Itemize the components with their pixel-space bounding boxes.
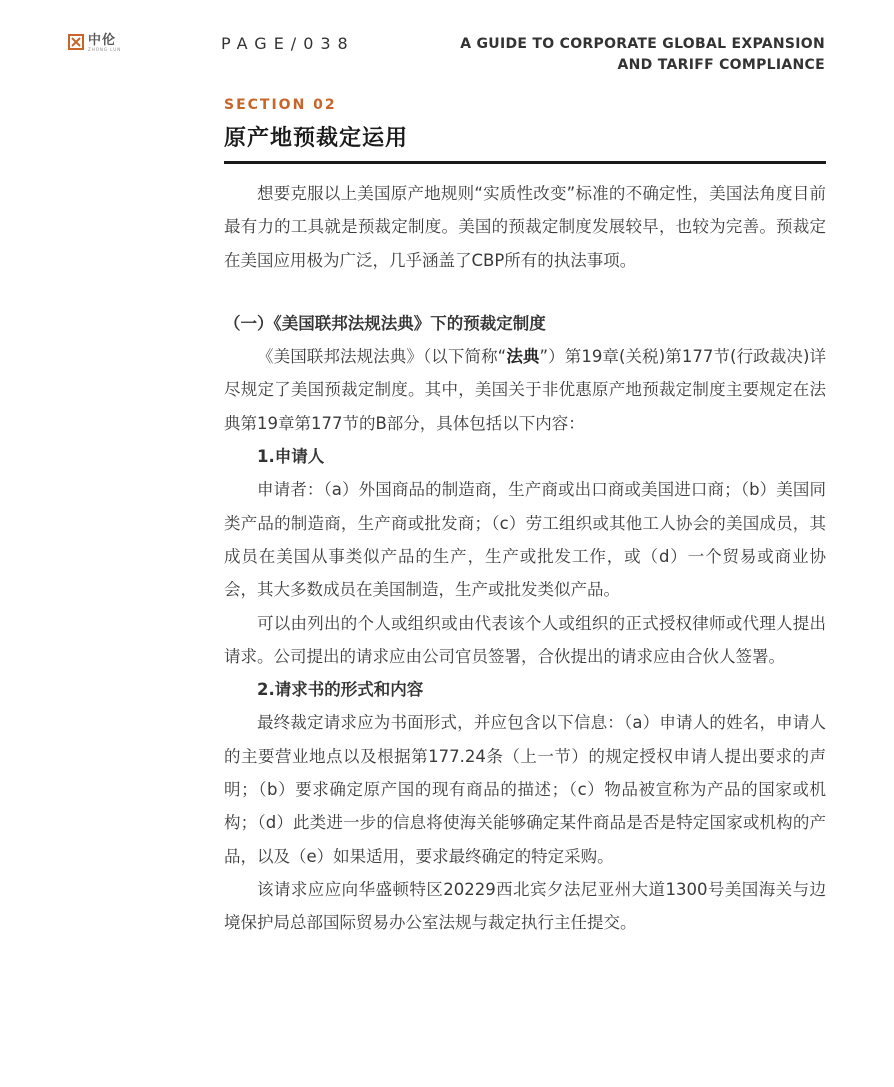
logo-icon — [68, 34, 84, 50]
logo-name: 中伦 — [88, 33, 117, 48]
applicant-paragraph-2: 可以由列出的个人或组织或由代表该个人或组织的正式授权律师或代理人提出请求。公司提出的请求应由公司官员签署，合伙提出的请求应由合伙人签署。 — [224, 613, 826, 666]
applicant-paragraph: 申请者：（a）外国商品的制造商，生产商或出口商或美国进口商；（b）美国同类产品的制造商，生产商或批发商；（c）劳工组织或其他工人协会的美国成员，其成员在美国从事类似产品的生产，生产或批发工作，或（d）一个贸易或商业协会，其大多数成员在美国制造，生产或批发类似产品。 — [224, 480, 826, 600]
title-divider — [224, 161, 826, 164]
heading-applicant: 1.申请人 — [257, 447, 325, 467]
cfr-term: 法典 — [506, 347, 540, 367]
cfr-paragraph-end: ”）第19章(关税)第177节(行政裁决)详尽规定了美国预裁定制度。其中，美国关于非优惠原产地预裁定制度主要规定在法典第19章第177节的B部分，具体包括以下内容： — [224, 347, 826, 433]
guide-title — [425, 34, 825, 76]
guide-title-line-2: AND TARIFF COMPLIANCE — [617, 57, 825, 73]
heading-form-content: 2.请求书的形式和内容 — [257, 680, 424, 700]
subheading-cfr: （一）《美国联邦法规法典》下的预裁定制度 — [224, 313, 546, 333]
intro-paragraph: 想要克服以上美国原产地规则“实质性改变”标准的不确定性，美国法角度目前最有力的工具就是预裁定制度。美国的预裁定制度发展较早，也较为完善。预裁定在美国应用极为广泛，几乎涵盖了CBP所有的执法事项。 — [224, 184, 826, 270]
section-title: 原产地预裁定运用 — [224, 126, 409, 151]
guide-title-line-1: A GUIDE TO CORPORATE GLOBAL EXPANSION — [460, 36, 825, 52]
logo-subtext: ZHONG LUN — [88, 47, 122, 52]
cfr-paragraph-start: 《美国联邦法规法典》（以下简称“ — [257, 347, 507, 367]
article-body — [224, 177, 826, 940]
section-label: SECTION 02 — [224, 97, 337, 113]
cfr-paragraph — [224, 340, 826, 440]
logo — [68, 34, 121, 52]
form-paragraph: 最终裁定请求应为书面形式，并应包含以下信息：（a）申请人的姓名，申请人的主要营业地点以及根据第177.24条（上一节）的规定授权申请人提出要求的声明；（b）要求确定原产国的现有商品的描述；（c）物品被宣称为产品的国家或机构；（d）此类进一步的信息将使海关能够确定某件商品是否是特定国家或机构的产品，以及（e）如果适用，要求最终确定的特定采购。 — [224, 713, 826, 866]
form-paragraph-2: 该请求应应向华盛顿特区20229西北宾夕法尼亚州大道1300号美国海关与边境保护局总部国际贸易办公室法规与裁定执行主任提交。 — [224, 879, 826, 933]
page-number: PAGE/038 — [221, 34, 355, 53]
